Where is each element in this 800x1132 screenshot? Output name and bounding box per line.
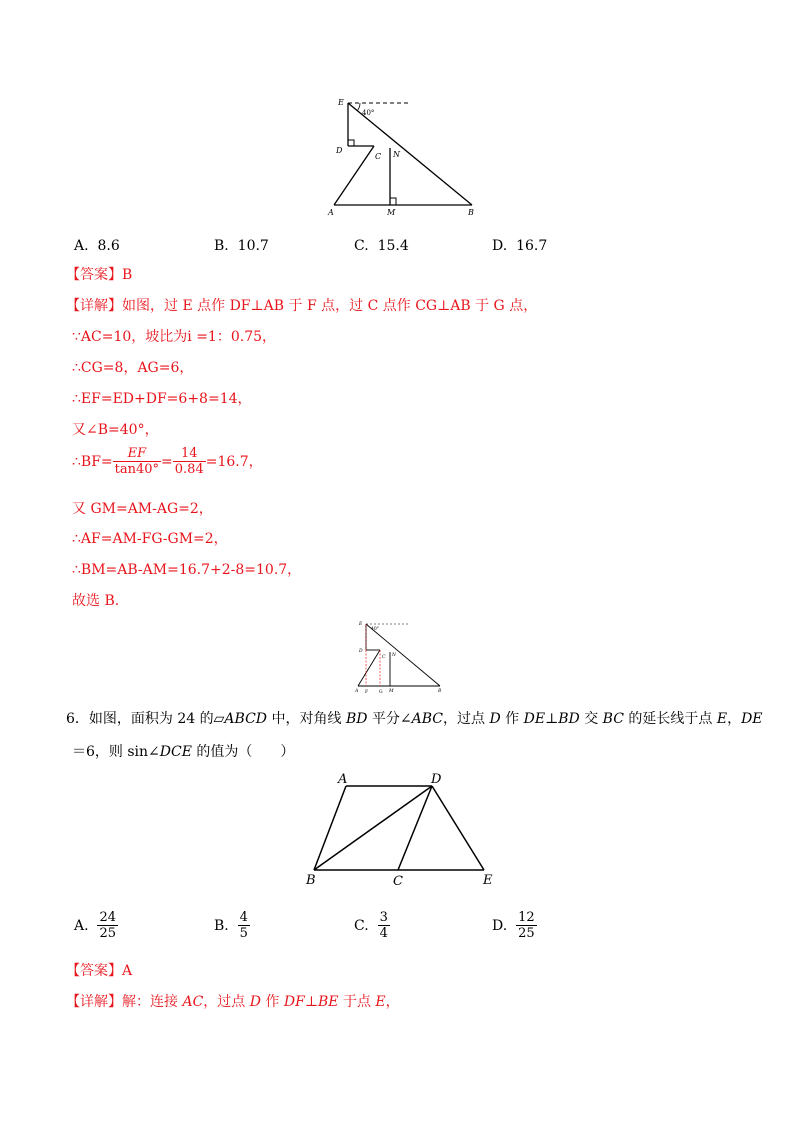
q5-figure	[320, 92, 490, 222]
q5-frac1-den: tan40°	[114, 462, 160, 477]
q5-label-a: A	[328, 208, 334, 217]
q5-angle-arc	[357, 103, 360, 111]
svg-text:40°: 40°	[371, 627, 379, 632]
q5-label-c: C	[375, 152, 382, 161]
q5-fraction-ef-tan	[113, 446, 161, 477]
q5-option-b-value: 10.7	[237, 238, 269, 254]
q5-detail-line8: ∴AF=AM-FG-GM=2，	[72, 531, 228, 547]
q5-line6-eq: =	[161, 453, 173, 470]
q6-label-d: D	[431, 772, 442, 787]
q5-option-c-letter: C.	[354, 238, 369, 254]
q5-answer: 【答案】B	[66, 267, 133, 283]
q6-option-d-fraction: $\frac{12}{25}$	[518, 910, 535, 941]
q5-detail-line10: 故选 B.	[72, 593, 120, 609]
q6-option-a: A. $\frac{24}{25}$	[74, 910, 117, 941]
svg-text:B: B	[438, 689, 442, 694]
q5-detail-line9: ∴BM=AB-AM=16.7+2-8=10.7，	[72, 562, 302, 578]
q6-figure	[300, 770, 510, 890]
q6-number: 6．	[66, 711, 89, 727]
q5-right-angle-m	[390, 198, 396, 205]
q6-detail: 【详解】解：连接 AC，过点 D 作 DF⊥BE 于点 E，	[66, 994, 400, 1010]
svg-text:M: M	[389, 689, 394, 694]
q5-frac2-num: 14	[173, 446, 206, 462]
q5-label-e: E	[338, 98, 344, 107]
q5-option-d	[492, 238, 547, 254]
q5-label-b: B	[468, 208, 474, 217]
q5-detail-line3: ∴CG=8，AG=6，	[72, 360, 194, 376]
q6-stem-line2: ＝6，则 sin∠DCE 的值为（ ）	[72, 744, 295, 760]
q5-option-a	[74, 238, 120, 254]
svg-text:N: N	[392, 653, 396, 658]
q5-option-a-letter: A.	[74, 238, 89, 254]
svg-text:C: C	[382, 655, 386, 660]
q6-label-c: C	[393, 874, 403, 889]
q5-option-b-letter: B.	[214, 238, 229, 254]
q5-small-figure	[350, 618, 450, 696]
q5-label-n: N	[393, 150, 400, 159]
q6-option-c-fraction: $\frac{3}{4}$	[379, 910, 388, 941]
q6-segment-ab	[314, 786, 346, 870]
q6-option-b-fraction: $\frac{4}{5}$	[239, 910, 248, 941]
q5-detail-text: 如图，过 E 点作 DF⊥AB 于 F 点，过 C 点作 CG⊥AB 于 G 点，	[122, 298, 538, 314]
svg-text:E: E	[359, 622, 363, 627]
q6-segment-de	[432, 786, 484, 870]
q5-line6-suffix: =16.7，	[205, 453, 263, 470]
q5-label-angle: 40°	[362, 109, 375, 117]
q5-label-m: M	[387, 208, 396, 217]
q6-option-a-fraction: $\frac{24}{25}$	[99, 910, 117, 941]
q6-label-b: B	[306, 873, 316, 888]
q5-line6-prefix: ∴BF=	[72, 453, 113, 470]
q5-option-d-value: 16.7	[516, 238, 548, 254]
q5-option-c	[354, 238, 409, 254]
q5-option-c-value: 15.4	[377, 238, 409, 254]
q5-segment-eb	[348, 103, 472, 205]
q6-label-e: E	[483, 873, 493, 888]
q5-detail-line7: 又 GM=AM-AG=2，	[72, 501, 213, 517]
q6-stem-line1: 6．如图，面积为 24 的▱ABCD 中，对角线 BD 平分∠ABC，过点 D 作 DE⊥BD 交 BC 的延长线于点 E，DE	[66, 711, 763, 727]
q5-detail-prefix: 【详解】	[66, 298, 122, 314]
q5-option-a-value: 8.6	[97, 238, 120, 254]
svg-text:A: A	[355, 689, 359, 694]
q5-fraction-14-084	[173, 446, 206, 477]
q5-detail-line1	[66, 297, 537, 315]
q5-detail-line4: ∴EF=ED+DF=6+8=14，	[72, 391, 252, 407]
q5-detail-line5: 又∠B=40°，	[72, 422, 159, 438]
q5-detail-line2: ∵AC=10，坡比为i =1：0.75，	[72, 329, 277, 345]
q5-label-d: D	[336, 146, 343, 155]
q5-option-d-letter: D.	[492, 238, 508, 254]
svg-text:F: F	[365, 690, 369, 695]
q5-right-angle-d	[348, 140, 354, 146]
q6-option-d: D. $\frac{12}{25}$	[492, 910, 535, 941]
q5-frac2-den: 0.84	[174, 462, 204, 477]
svg-text:G: G	[379, 690, 383, 695]
svg-text:D: D	[359, 649, 363, 654]
q6-label-a: A	[338, 772, 348, 787]
q5-option-b	[214, 238, 269, 254]
q6-answer: 【答案】A	[66, 963, 133, 979]
q6-option-b: B. $\frac{4}{5}$	[214, 910, 248, 941]
q5-frac1-num: EF	[113, 446, 161, 462]
q6-option-c: C. $\frac{3}{4}$	[354, 910, 388, 941]
q5-detail-line6	[72, 446, 263, 477]
